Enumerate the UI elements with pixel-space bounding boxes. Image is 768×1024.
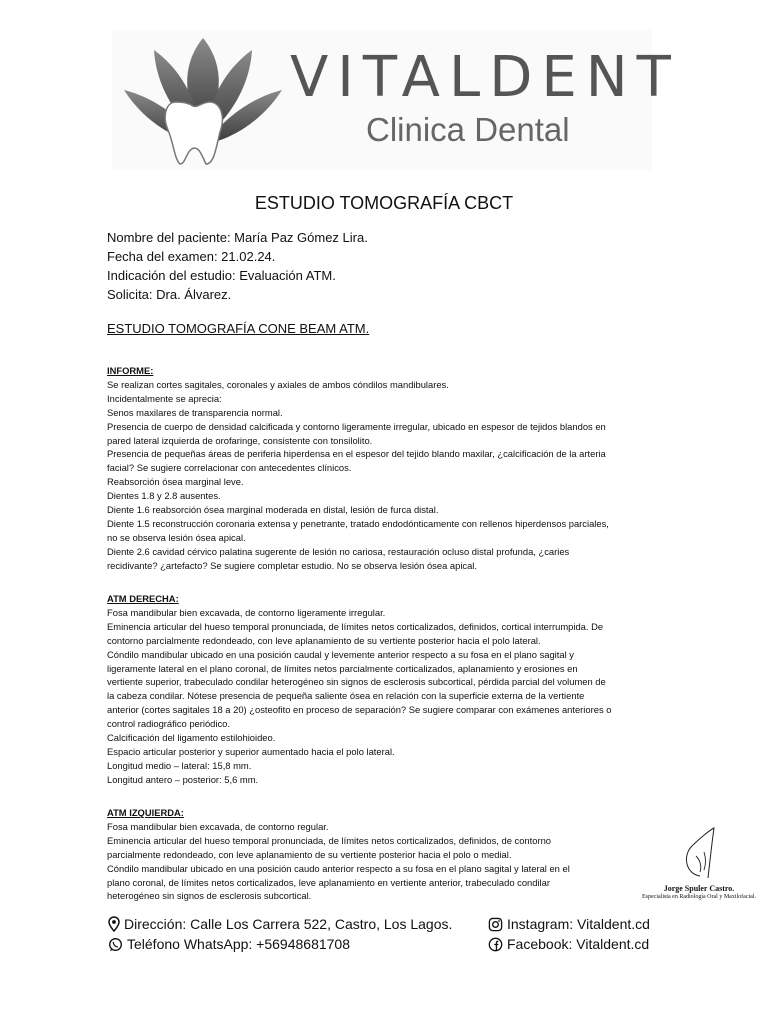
report-line: recidivante? ¿artefacto? Se sugiere completar estudio. No se observa lesión ósea apical. xyxy=(107,559,477,571)
facebook-text: Facebook: Vitaldent.cd xyxy=(507,936,650,952)
report-line: contorno parcialmente redondeado, con leve aplanamiento de su vertiente posterior hacia el polo lateral. xyxy=(107,634,541,646)
signer-name: Jorge Spuler Castro. xyxy=(663,884,735,893)
report-line: Cóndilo mandibular ubicado en una posición caudo anterior respecto a su fosa en el plano sagital y lateral en el xyxy=(107,862,570,874)
requested-by: Solicita: Dra. Álvarez. xyxy=(107,287,232,302)
section-heading: INFORME: xyxy=(107,365,154,376)
report-line: Fosa mandibular bien excavada, de contorno regular. xyxy=(107,820,329,832)
report-line: la cabeza condilar. Nótese presencia de pequeña saliente ósea en relación con la superficie externa de la vertiente xyxy=(107,690,585,702)
report-line: Presencia de cuerpo de densidad calcificada y contorno ligeramente irregular, ubicado en espesor de tejidos blandos en xyxy=(107,420,606,432)
handwritten-signature xyxy=(630,826,768,884)
section-heading: ATM IZQUIERDA: xyxy=(107,807,184,818)
report-line: plano coronal, de límites netos corticalizados, leve aplanamiento en vertiente anterior, trabeculado condilar xyxy=(107,876,550,888)
report-line: Longitud antero – posterior: 5,6 mm. xyxy=(107,773,259,785)
report-line: Presencia de pequeñas áreas de periferia hiperdensa en el espesor del tejido blando maxilar, ¿calcificación de la arteria xyxy=(107,448,606,460)
facebook-icon xyxy=(488,937,503,952)
report-line: Diente 1.6 reabsorción ósea marginal moderada en distal, lesión de furca distal. xyxy=(107,504,439,516)
address-line xyxy=(108,916,452,932)
report-line: Longitud medio – lateral: 15,8 mm. xyxy=(107,759,252,771)
study-indication: Indicación del estudio: Evaluación ATM. xyxy=(107,268,336,283)
report-line: Diente 2.6 cavidad cérvico palatina sugerente de lesión no cariosa, restauración ocluso distal profunda, ¿caries xyxy=(107,545,570,557)
tooth-lotus-logo xyxy=(118,32,288,168)
report-line: Senos maxilares de transparencia normal. xyxy=(107,406,283,418)
brand-name: VITALDENT xyxy=(290,45,680,110)
report-line: heterogéneo sin signos de esclerosis subcortical. xyxy=(107,890,312,902)
brand-subtitle: Clinica Dental xyxy=(366,111,570,148)
report-line: Reabsorción ósea marginal leve. xyxy=(107,476,244,488)
document-title: ESTUDIO TOMOGRAFÍA CBCT xyxy=(254,193,514,213)
report-line: vertiente superior, trabeculado condilar heterogéneo sin signos de esclerosis subcortical, pérdida parcial del volumen de xyxy=(107,676,606,688)
map-pin-icon xyxy=(108,916,120,932)
patient-name: Nombre del paciente: María Paz Gómez Lira. xyxy=(107,230,368,245)
phone-line xyxy=(108,936,350,952)
facebook-line xyxy=(488,936,649,952)
report-line: Diente 1.5 reconstrucción coronaria extensa y penetrante, tratado endodónticamente con rellenos hiperdensos parciales, xyxy=(107,517,609,529)
report-line: facial? Se sugiere correlacionar con antecedentes clínicos. xyxy=(107,462,352,474)
instagram-text: Instagram: Vitaldent.cd xyxy=(507,916,650,932)
report-section-atm-izquierda xyxy=(107,806,617,903)
whatsapp-icon xyxy=(108,937,123,952)
report-line: Eminencia articular del hueso temporal pronunciada, de límites netos corticalizados, definidos, de contorno xyxy=(107,834,551,846)
report-line: control radiográfico periódico. xyxy=(107,718,230,730)
instagram-line xyxy=(488,916,650,932)
report-line: parcialmente redondeado, con leve aplanamiento de su vertiente posterior hacia el polo o medial. xyxy=(107,848,512,860)
report-section-atm-derecha xyxy=(107,592,662,787)
report-line: Eminencia articular del hueso temporal pronunciada, de límites netos corticalizados, definidos, cortical interrumpida. De xyxy=(107,620,604,632)
report-line: Calcificación del ligamento estilohioideo. xyxy=(107,732,276,744)
instagram-icon xyxy=(488,917,503,932)
report-line: no se observa lesión ósea apical. xyxy=(107,531,246,543)
report-line: ligeramente lateral en el plano coronal, de límites netos parcialmente corticalizados, aplanamiento y erosiones en xyxy=(107,662,578,674)
report-line: Fosa mandibular bien excavada, de contorno ligeramente irregular. xyxy=(107,606,386,618)
signer-title: Especialista en Radiología Oral y Maxilofacial. xyxy=(642,894,756,900)
report-section-informe xyxy=(107,364,662,573)
report-line: Se realizan cortes sagitales, coronales y axiales de ambos cóndilos mandibulares. xyxy=(107,378,449,390)
section-heading: ATM DERECHA: xyxy=(107,593,179,604)
phone-text: Teléfono WhatsApp: +56948681708 xyxy=(127,936,351,952)
clinic-header xyxy=(112,30,680,170)
report-line: anterior (cortes sagitales 18 a 20) ¿osteofito en proceso de separación? Se sugiere comparar con exámenes anteriores o xyxy=(107,704,612,716)
signature-block xyxy=(630,826,768,906)
report-line: Espacio articular posterior y superior aumentado hacia el polo lateral. xyxy=(107,745,395,757)
report-line: Dientes 1.8 y 2.8 ausentes. xyxy=(107,490,221,502)
address-text: Dirección: Calle Los Carrera 522, Castro, Los Lagos. xyxy=(124,916,453,932)
report-line: pared lateral izquierda de orofaringe, consistente con tonsilolito. xyxy=(107,434,373,446)
report-line: Incidentalmente se aprecia: xyxy=(107,392,222,404)
patient-info xyxy=(107,228,368,304)
exam-date: Fecha del examen: 21.02.24. xyxy=(107,249,276,264)
study-subtitle: ESTUDIO TOMOGRAFÍA CONE BEAM ATM. xyxy=(107,321,370,336)
report-line: Cóndilo mandibular ubicado en una posición caudal y levemente anterior respecto a su fosa en el plano sagital y xyxy=(107,648,574,660)
